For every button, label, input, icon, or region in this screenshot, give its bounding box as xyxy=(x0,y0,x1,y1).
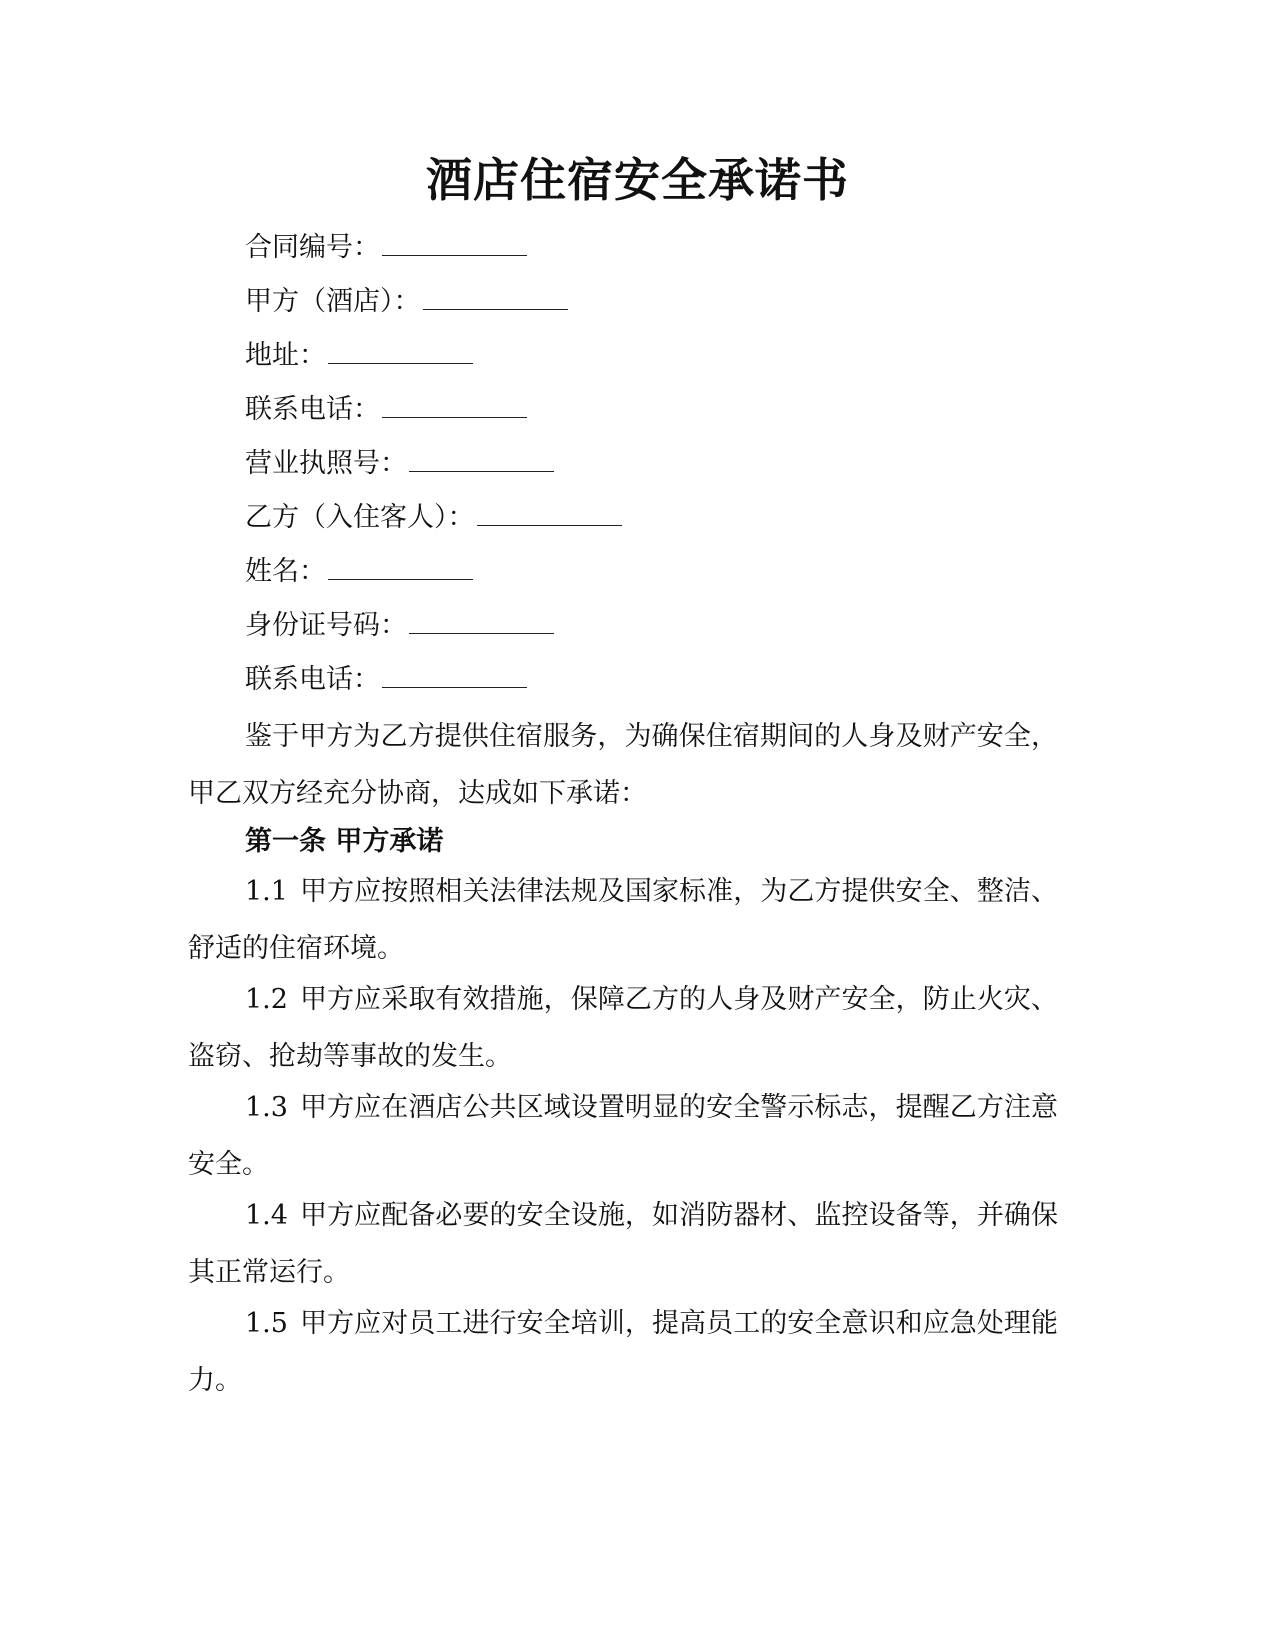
field-address xyxy=(245,336,473,376)
clause-text: 甲方应按照相关法律法规及国家标准，为乙方提供安全、整洁、舒适的住宿环境。 xyxy=(188,876,1058,964)
field-id-number xyxy=(245,606,554,646)
clause-number: 1.2 xyxy=(245,984,288,1015)
blank-line xyxy=(328,337,473,364)
blank-line xyxy=(382,391,527,418)
field-party-b xyxy=(245,498,622,538)
clause-1-3 xyxy=(188,1079,1058,1193)
clause-text: 甲方应在酒店公共区域设置明显的安全警示标志，提醒乙方注意安全。 xyxy=(188,1092,1058,1180)
clause-1-1 xyxy=(188,863,1058,977)
clause-text: 甲方应采取有效措施，保障乙方的人身及财产安全，防止火灾、盗窃、抢劫等事故的发生。 xyxy=(188,984,1058,1072)
document-title: 酒店住宿安全承诺书 xyxy=(426,153,849,207)
field-label: 合同编号： xyxy=(245,232,380,263)
field-label: 乙方（入住客人）： xyxy=(245,502,475,533)
clause-1-5 xyxy=(188,1295,1058,1409)
clause-number: 1.4 xyxy=(245,1200,288,1231)
field-label: 甲方（酒店）： xyxy=(245,286,421,317)
field-label: 营业执照号： xyxy=(245,448,407,479)
blank-line xyxy=(423,283,568,310)
field-contract-number xyxy=(245,228,527,268)
field-label: 地址： xyxy=(245,340,326,371)
field-label: 联系电话： xyxy=(245,664,380,695)
clause-text: 甲方应对员工进行安全培训，提高员工的安全意识和应急处理能力。 xyxy=(188,1308,1058,1396)
field-license-number xyxy=(245,444,554,484)
section-heading: 第一条 甲方承诺 xyxy=(245,826,444,857)
field-label: 姓名： xyxy=(245,556,326,587)
blank-line xyxy=(409,607,554,634)
clause-number: 1.1 xyxy=(245,876,288,907)
preamble-paragraph: 鉴于甲方为乙方提供住宿服务，为确保住宿期间的人身及财产安全，甲乙双方经充分协商，达成如下承诺： xyxy=(188,721,1058,809)
blank-line xyxy=(382,661,527,688)
clause-number: 1.3 xyxy=(245,1092,288,1123)
blank-line xyxy=(382,229,527,256)
clause-1-4 xyxy=(188,1187,1058,1301)
blank-line xyxy=(477,499,622,526)
clause-text: 甲方应配备必要的安全设施，如消防器材、监控设备等，并确保其正常运行。 xyxy=(188,1200,1058,1288)
field-name xyxy=(245,552,473,592)
clause-number: 1.5 xyxy=(245,1308,288,1339)
field-phone-b xyxy=(245,660,527,700)
field-label: 联系电话： xyxy=(245,394,380,425)
clause-1-2 xyxy=(188,971,1058,1085)
field-party-a xyxy=(245,282,568,322)
blank-line xyxy=(328,553,473,580)
field-label: 身份证号码： xyxy=(245,610,407,641)
field-phone-a xyxy=(245,390,527,430)
blank-line xyxy=(409,445,554,472)
